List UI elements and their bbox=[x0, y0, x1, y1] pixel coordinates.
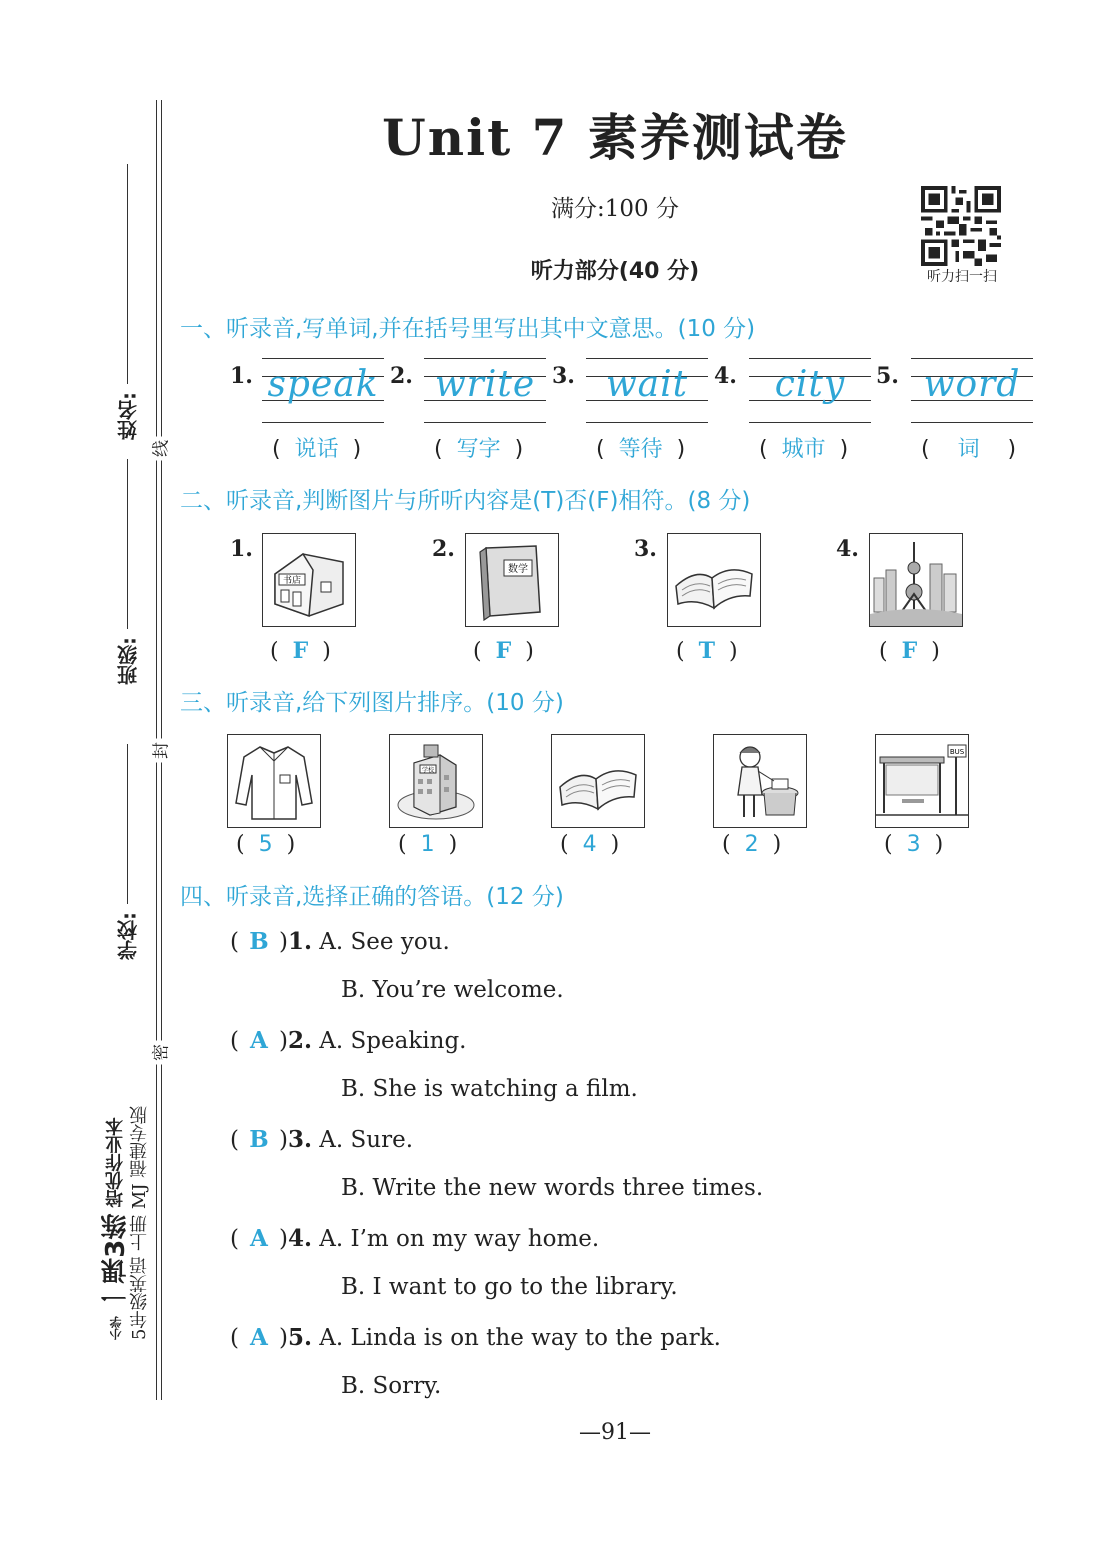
bookstore-icon bbox=[262, 533, 356, 627]
section2-item-number: 1. bbox=[230, 536, 253, 562]
section4-option-b-5[interactable]: B. Sorry. bbox=[341, 1373, 442, 1399]
section1-answer-5[interactable] bbox=[911, 358, 1033, 424]
section1-word: wait bbox=[605, 364, 689, 405]
class-field[interactable] bbox=[108, 445, 148, 685]
full-score: 满分:100 分 bbox=[551, 196, 679, 222]
page-title: Unit 7 素养测试卷 bbox=[382, 108, 848, 167]
qr-caption: 听力扫一扫 bbox=[927, 269, 997, 285]
listening-part-heading: 听力部分(40 分) bbox=[530, 259, 700, 284]
section2-answer-4[interactable]: ( F ) bbox=[879, 638, 940, 664]
section2-item-number: 4. bbox=[836, 536, 859, 562]
section1-meaning-1[interactable]: ( 说话 ) bbox=[272, 437, 362, 462]
section3-answer-1[interactable]: ( 5 ) bbox=[236, 832, 296, 857]
city-skyline-icon bbox=[869, 533, 963, 627]
section4-option-b-2[interactable]: B. She is watching a film. bbox=[341, 1076, 638, 1102]
section4-question-1[interactable]: ( B )1. A. See you. bbox=[230, 928, 450, 955]
svg-text:学校: 学校 bbox=[421, 767, 435, 774]
open-book-icon bbox=[551, 734, 645, 828]
section4-option-b-3[interactable]: B. Write the new words three times. bbox=[341, 1175, 764, 1201]
section1-heading: 一、听录音,写单词,并在括号里写出其中文意思。(10 分) bbox=[180, 316, 756, 342]
brand-top: 小学 bbox=[109, 1316, 123, 1340]
section1-answer-2[interactable] bbox=[424, 358, 546, 424]
section4-question-3[interactable]: ( B )3. A. Sure. bbox=[230, 1126, 414, 1153]
section2-answer-3[interactable]: ( T ) bbox=[676, 638, 738, 664]
brand-sub: 培优作业本 bbox=[105, 1117, 126, 1208]
section4-heading: 四、听录音,选择正确的答语。(12 分) bbox=[180, 884, 564, 910]
class-underline bbox=[128, 459, 129, 629]
section2-item-number: 3. bbox=[634, 536, 657, 562]
seal-char-line: 线 bbox=[147, 437, 172, 461]
section1-item-number: 2. bbox=[390, 363, 413, 389]
section2-answer-1[interactable]: ( F ) bbox=[270, 638, 331, 664]
brand-block bbox=[101, 1030, 154, 1340]
section3-answer-4[interactable]: ( 2 ) bbox=[722, 832, 782, 857]
section1-answer-3[interactable] bbox=[586, 358, 708, 424]
section1-answer-4[interactable] bbox=[749, 358, 871, 424]
section1-meaning-5[interactable]: ( 词 ) bbox=[921, 437, 1017, 462]
girl-phone-icon bbox=[713, 734, 807, 828]
school-underline bbox=[128, 744, 129, 904]
class-label: 班级: bbox=[116, 637, 141, 685]
section1-word: write bbox=[434, 364, 536, 405]
section1-word: word bbox=[923, 364, 1021, 405]
svg-text:数学: 数学 bbox=[508, 564, 528, 575]
section1-item-number: 5. bbox=[876, 363, 899, 389]
section1-word: city bbox=[774, 364, 846, 405]
open-book-icon bbox=[667, 533, 761, 627]
seal-char-seal: 封 bbox=[147, 739, 172, 763]
section1-item-number: 3. bbox=[552, 363, 575, 389]
math-book-icon bbox=[465, 533, 559, 627]
section2-item-number: 2. bbox=[432, 536, 455, 562]
brand-main: 一课3练 bbox=[101, 1213, 131, 1310]
school-label: 学校: bbox=[116, 912, 141, 960]
school-field[interactable] bbox=[108, 730, 148, 960]
section1-meaning-3[interactable]: ( 等待 ) bbox=[596, 437, 686, 462]
section2-heading: 二、听录音,判断图片与所听内容是(T)否(F)相符。(8 分) bbox=[180, 488, 751, 514]
page-number: —91— bbox=[579, 1420, 651, 1445]
name-field[interactable] bbox=[108, 140, 148, 440]
brand-line2: 5年级英语 上册 MJ 福建专版 bbox=[129, 1105, 150, 1340]
section2-answer-2[interactable]: ( F ) bbox=[473, 638, 534, 664]
qr-code-icon[interactable] bbox=[921, 186, 1001, 266]
bus-stop-icon bbox=[875, 734, 969, 828]
section3-answer-2[interactable]: ( 1 ) bbox=[398, 832, 458, 857]
section3-answer-5[interactable]: ( 3 ) bbox=[884, 832, 944, 857]
section4-option-b-1[interactable]: B. You’re welcome. bbox=[341, 977, 564, 1003]
section4-question-4[interactable]: ( A )4. A. I’m on my way home. bbox=[230, 1225, 600, 1252]
section3-answer-3[interactable]: ( 4 ) bbox=[560, 832, 620, 857]
seal-char-secret: 密 bbox=[147, 1041, 172, 1065]
svg-text:BUS: BUS bbox=[949, 748, 965, 756]
shirt-icon bbox=[227, 734, 321, 828]
school-building-icon bbox=[389, 734, 483, 828]
section1-meaning-4[interactable]: ( 城市 ) bbox=[759, 437, 849, 462]
section4-question-5[interactable]: ( A )5. A. Linda is on the way to the park. bbox=[230, 1324, 721, 1351]
section1-item-number: 1. bbox=[230, 363, 253, 389]
section3-heading: 三、听录音,给下列图片排序。(10 分) bbox=[180, 690, 564, 716]
svg-text:书店: 书店 bbox=[282, 576, 302, 586]
section1-word: speak bbox=[267, 364, 379, 405]
section4-option-b-4[interactable]: B. I want to go to the library. bbox=[341, 1274, 678, 1300]
section1-answer-1[interactable] bbox=[262, 358, 384, 424]
section1-meaning-2[interactable]: ( 写字 ) bbox=[434, 437, 524, 462]
name-label: 姓名: bbox=[116, 392, 141, 440]
section1-item-number: 4. bbox=[714, 363, 737, 389]
section4-question-2[interactable]: ( A )2. A. Speaking. bbox=[230, 1027, 467, 1054]
